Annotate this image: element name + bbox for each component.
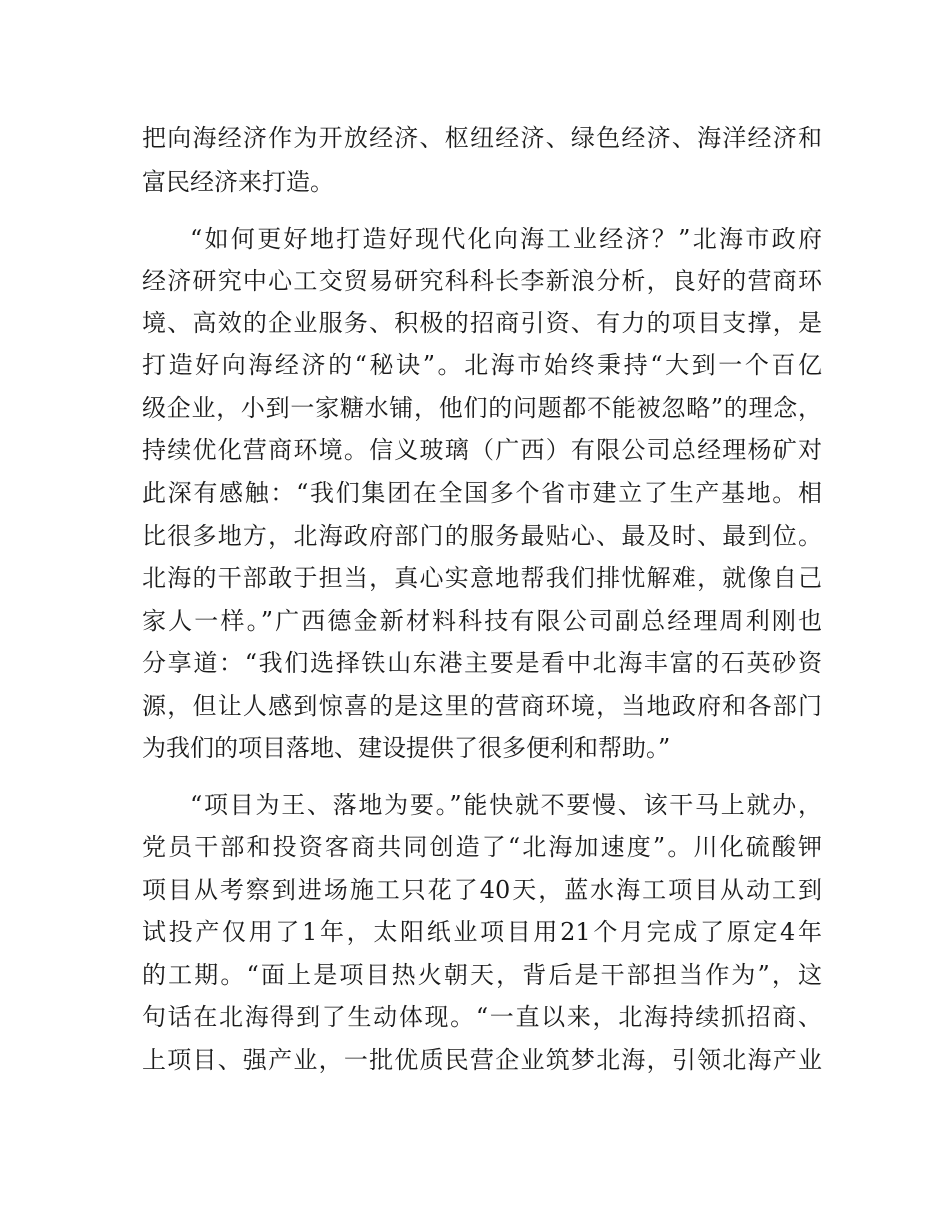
paragraph-2-line-10: 家人一样。”广西德金新材料科技有限公司副总经理周利刚也 (142, 607, 822, 635)
paragraph-2-line-5: 级企业，小到一家糖水铺，他们的问题都不能被忽略”的理念， (142, 394, 822, 422)
paragraph-2-line-9: 北海的干部敢于担当，真心实意地帮我们排忧解难，就像自己 (142, 564, 822, 592)
paragraph-2-line-6: 持续优化营商环境。信义玻璃（广西）有限公司总经理杨矿对 (142, 436, 822, 464)
paragraph-2-line-13: 为我们的项目落地、建设提供了很多便利和帮助。” (142, 734, 671, 762)
paragraph-1-line-2: 富民经济来打造。 (142, 168, 334, 196)
paragraph-1-line-1: 把向海经济作为开放经济、枢纽经济、绿色经济、海洋经济和 (142, 124, 822, 152)
paragraph-2-line-12: 源，但让人感到惊喜的是这里的营商环境，当地政府和各部门 (142, 692, 822, 720)
paragraph-2-line-7: 此深有感触：“我们集团在全国多个省市建立了生产基地。相 (142, 479, 822, 507)
paragraph-3-line-2: 党员干部和投资客商共同创造了“北海加速度”。川化硫酸钾 (142, 833, 822, 861)
paragraph-2-line-4: 打造好向海经济的“秘诀”。北海市始终秉持“大到一个百亿 (142, 351, 822, 379)
paragraph-2-line-11: 分享道：“我们选择铁山东港主要是看中北海丰富的石英砂资 (142, 649, 822, 677)
paragraph-3-line-1: “项目为王、落地为要。”能快就不要慢、该干马上就办， (190, 791, 822, 819)
paragraph-2-line-3: 境、高效的企业服务、积极的招商引资、有力的项目支撑，是 (142, 309, 822, 337)
paragraph-3-line-4: 试投产仅用了1年，太阳纸业项目用21个月完成了原定4年 (142, 918, 822, 946)
paragraph-2-line-2: 经济研究中心工交贸易研究科科长李新浪分析，良好的营商环 (142, 267, 822, 295)
paragraph-3-line-6: 句话在北海得到了生动体现。“一直以来，北海持续抓招商、 (142, 1003, 822, 1031)
paragraph-2-line-8: 比很多地方，北海政府部门的服务最贴心、最及时、最到位。 (142, 522, 822, 550)
paragraph-3-line-7: 上项目、强产业，一批优质民营企业筑梦北海，引领北海产业 (142, 1046, 822, 1074)
paragraph-3-line-5: 的工期。“面上是项目热火朝天，背后是干部担当作为”，这 (142, 961, 822, 989)
paragraph-3-line-3: 项目从考察到进场施工只花了40天，蓝水海工项目从动工到 (142, 876, 822, 904)
paragraph-2-line-1: “如何更好地打造好现代化向海工业经济？”北海市政府 (190, 225, 822, 253)
